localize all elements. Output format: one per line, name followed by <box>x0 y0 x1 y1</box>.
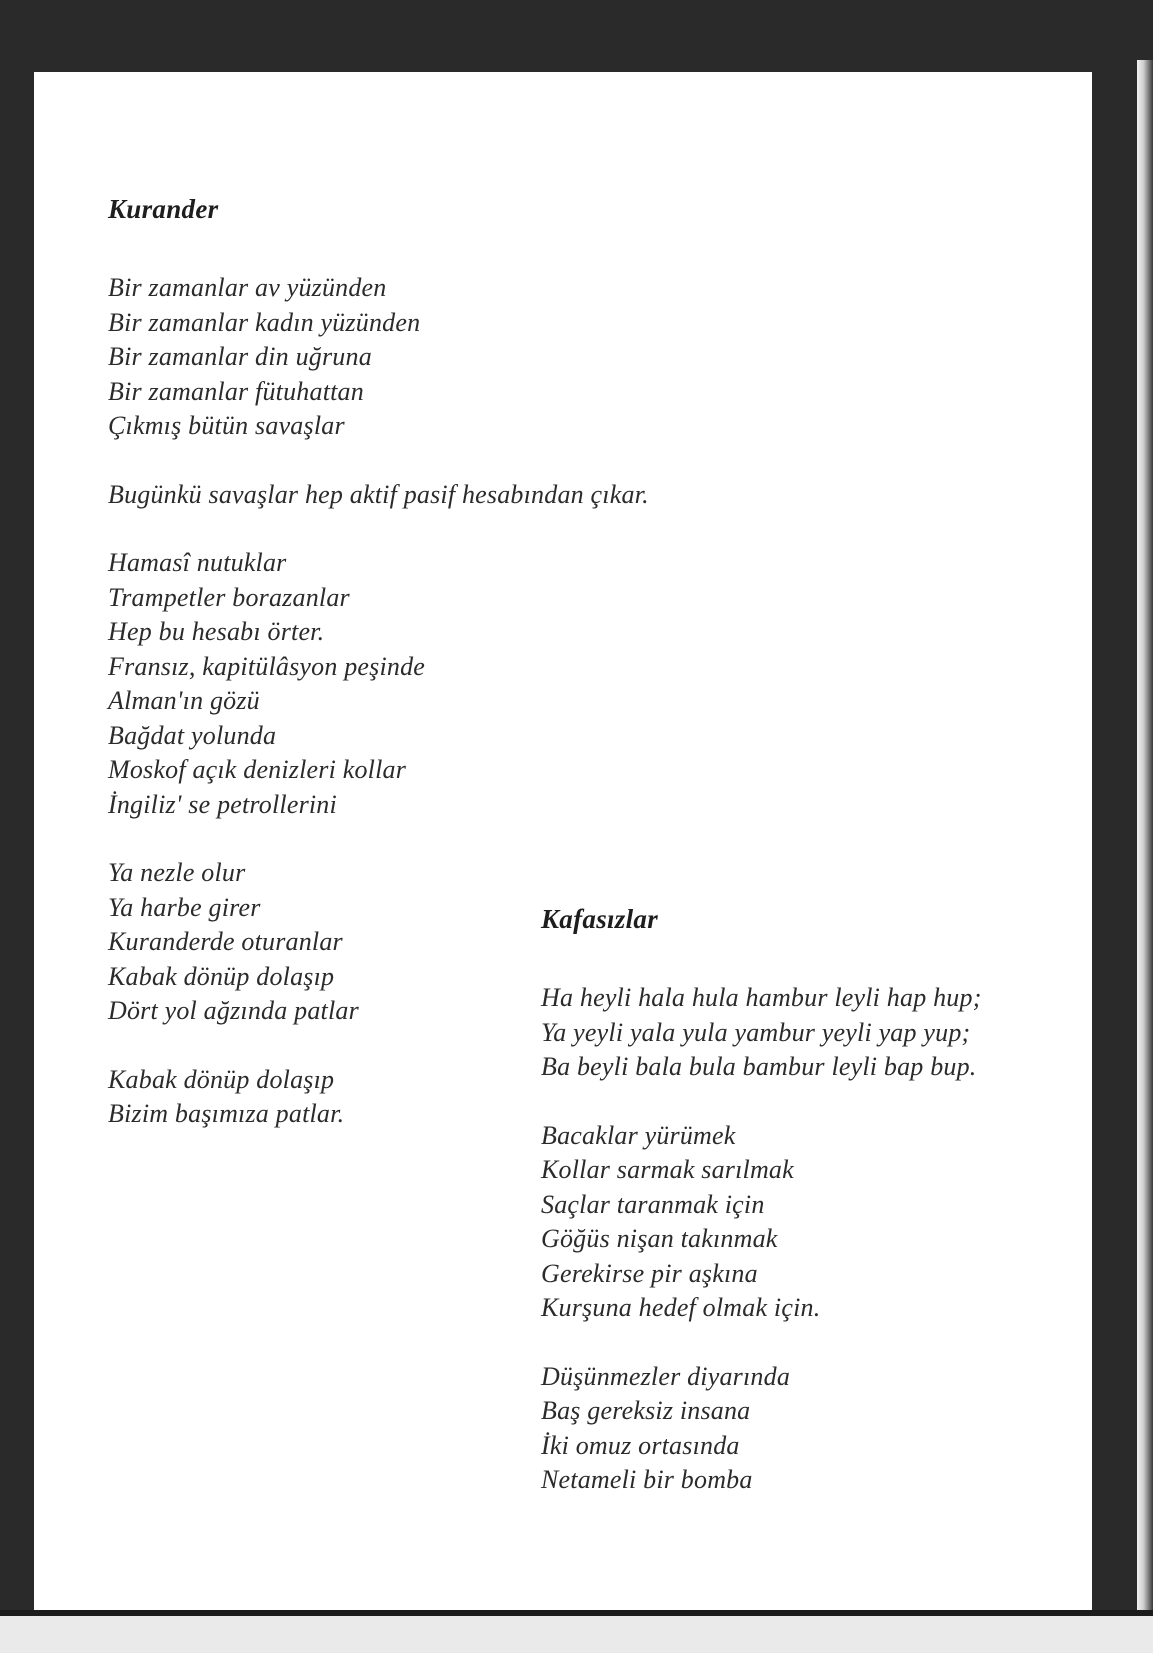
verse-line: Ha heyli hala hula hambur leyli hap hup; <box>541 983 982 1012</box>
poem-title: Kurander <box>108 194 219 224</box>
poem-title: Kafasızlar <box>541 904 659 934</box>
verse-line: Gerekirse pir aşkına <box>541 1258 758 1288</box>
verse-line: Alman'ın gözü <box>108 686 260 715</box>
verse-line: Bağdat yolunda <box>108 720 277 750</box>
scan-bottom-edge <box>0 1610 1153 1653</box>
stanza <box>541 1119 982 1326</box>
verse-line: Bir zamanlar av yüzünden <box>108 273 387 302</box>
verse-line: Çıkmış bütün savaşlar <box>108 411 345 440</box>
verse-line: Saçlar taranmak için <box>541 1189 765 1219</box>
verse-line: Ya nezle olur <box>108 858 246 887</box>
verse-line: Bizim başımıza patlar. <box>108 1099 345 1128</box>
verse-line: Moskof açık denizleri kollar <box>108 755 407 784</box>
verse-line: Fransız, kapitülâsyon peşinde <box>108 651 426 681</box>
stanza <box>108 478 649 513</box>
verse-line: Kurşuna hedef olmak için. <box>541 1293 821 1322</box>
verse-line: Düşünmezler diyarında <box>541 1361 791 1391</box>
stanza <box>541 981 982 1085</box>
verse-line: İngiliz' se petrollerini <box>108 789 337 819</box>
verse-line: Bir zamanlar fütuhattan <box>108 376 364 406</box>
stanza <box>108 546 649 822</box>
verse-line: Bugünkü savaşlar hep aktif pasif hesabından çıkar. <box>108 479 649 509</box>
page-edge-shadow <box>1137 60 1153 1620</box>
verse-line: Hamasî nutuklar <box>108 548 287 577</box>
verse-line: Ya yeyli yala yula yambur yeyli yap yup; <box>541 1017 971 1047</box>
verse-line: Kollar sarmak sarılmak <box>541 1155 794 1184</box>
verse-line: Kuranderde oturanlar <box>108 927 343 956</box>
verse-line: Bir zamanlar kadın yüzünden <box>108 307 421 337</box>
verse-line: Baş gereksiz insana <box>541 1396 751 1425</box>
stanza <box>541 1360 982 1498</box>
verse-line: İki omuz ortasında <box>541 1430 740 1460</box>
verse-line: Hep bu hesabı örter. <box>108 617 325 646</box>
verse-line: Ba beyli bala bula bambur leyli bap bup. <box>541 1052 977 1081</box>
verse-line: Netameli bir bomba <box>541 1465 753 1494</box>
verse-line: Kabak dönüp dolaşıp <box>108 961 335 991</box>
stanza <box>108 271 649 444</box>
poem-kafasizlar <box>541 904 982 1498</box>
verse-line: Göğüs nişan takınmak <box>541 1224 778 1253</box>
verse-line: Bacaklar yürümek <box>541 1120 736 1150</box>
verse-line: Kabak dönüp dolaşıp <box>108 1064 335 1094</box>
verse-line: Bir zamanlar din uğruna <box>108 342 372 371</box>
verse-line: Dört yol ağzında patlar <box>108 996 359 1025</box>
verse-line: Trampetler borazanlar <box>108 582 350 612</box>
verse-line: Ya harbe girer <box>108 892 261 922</box>
